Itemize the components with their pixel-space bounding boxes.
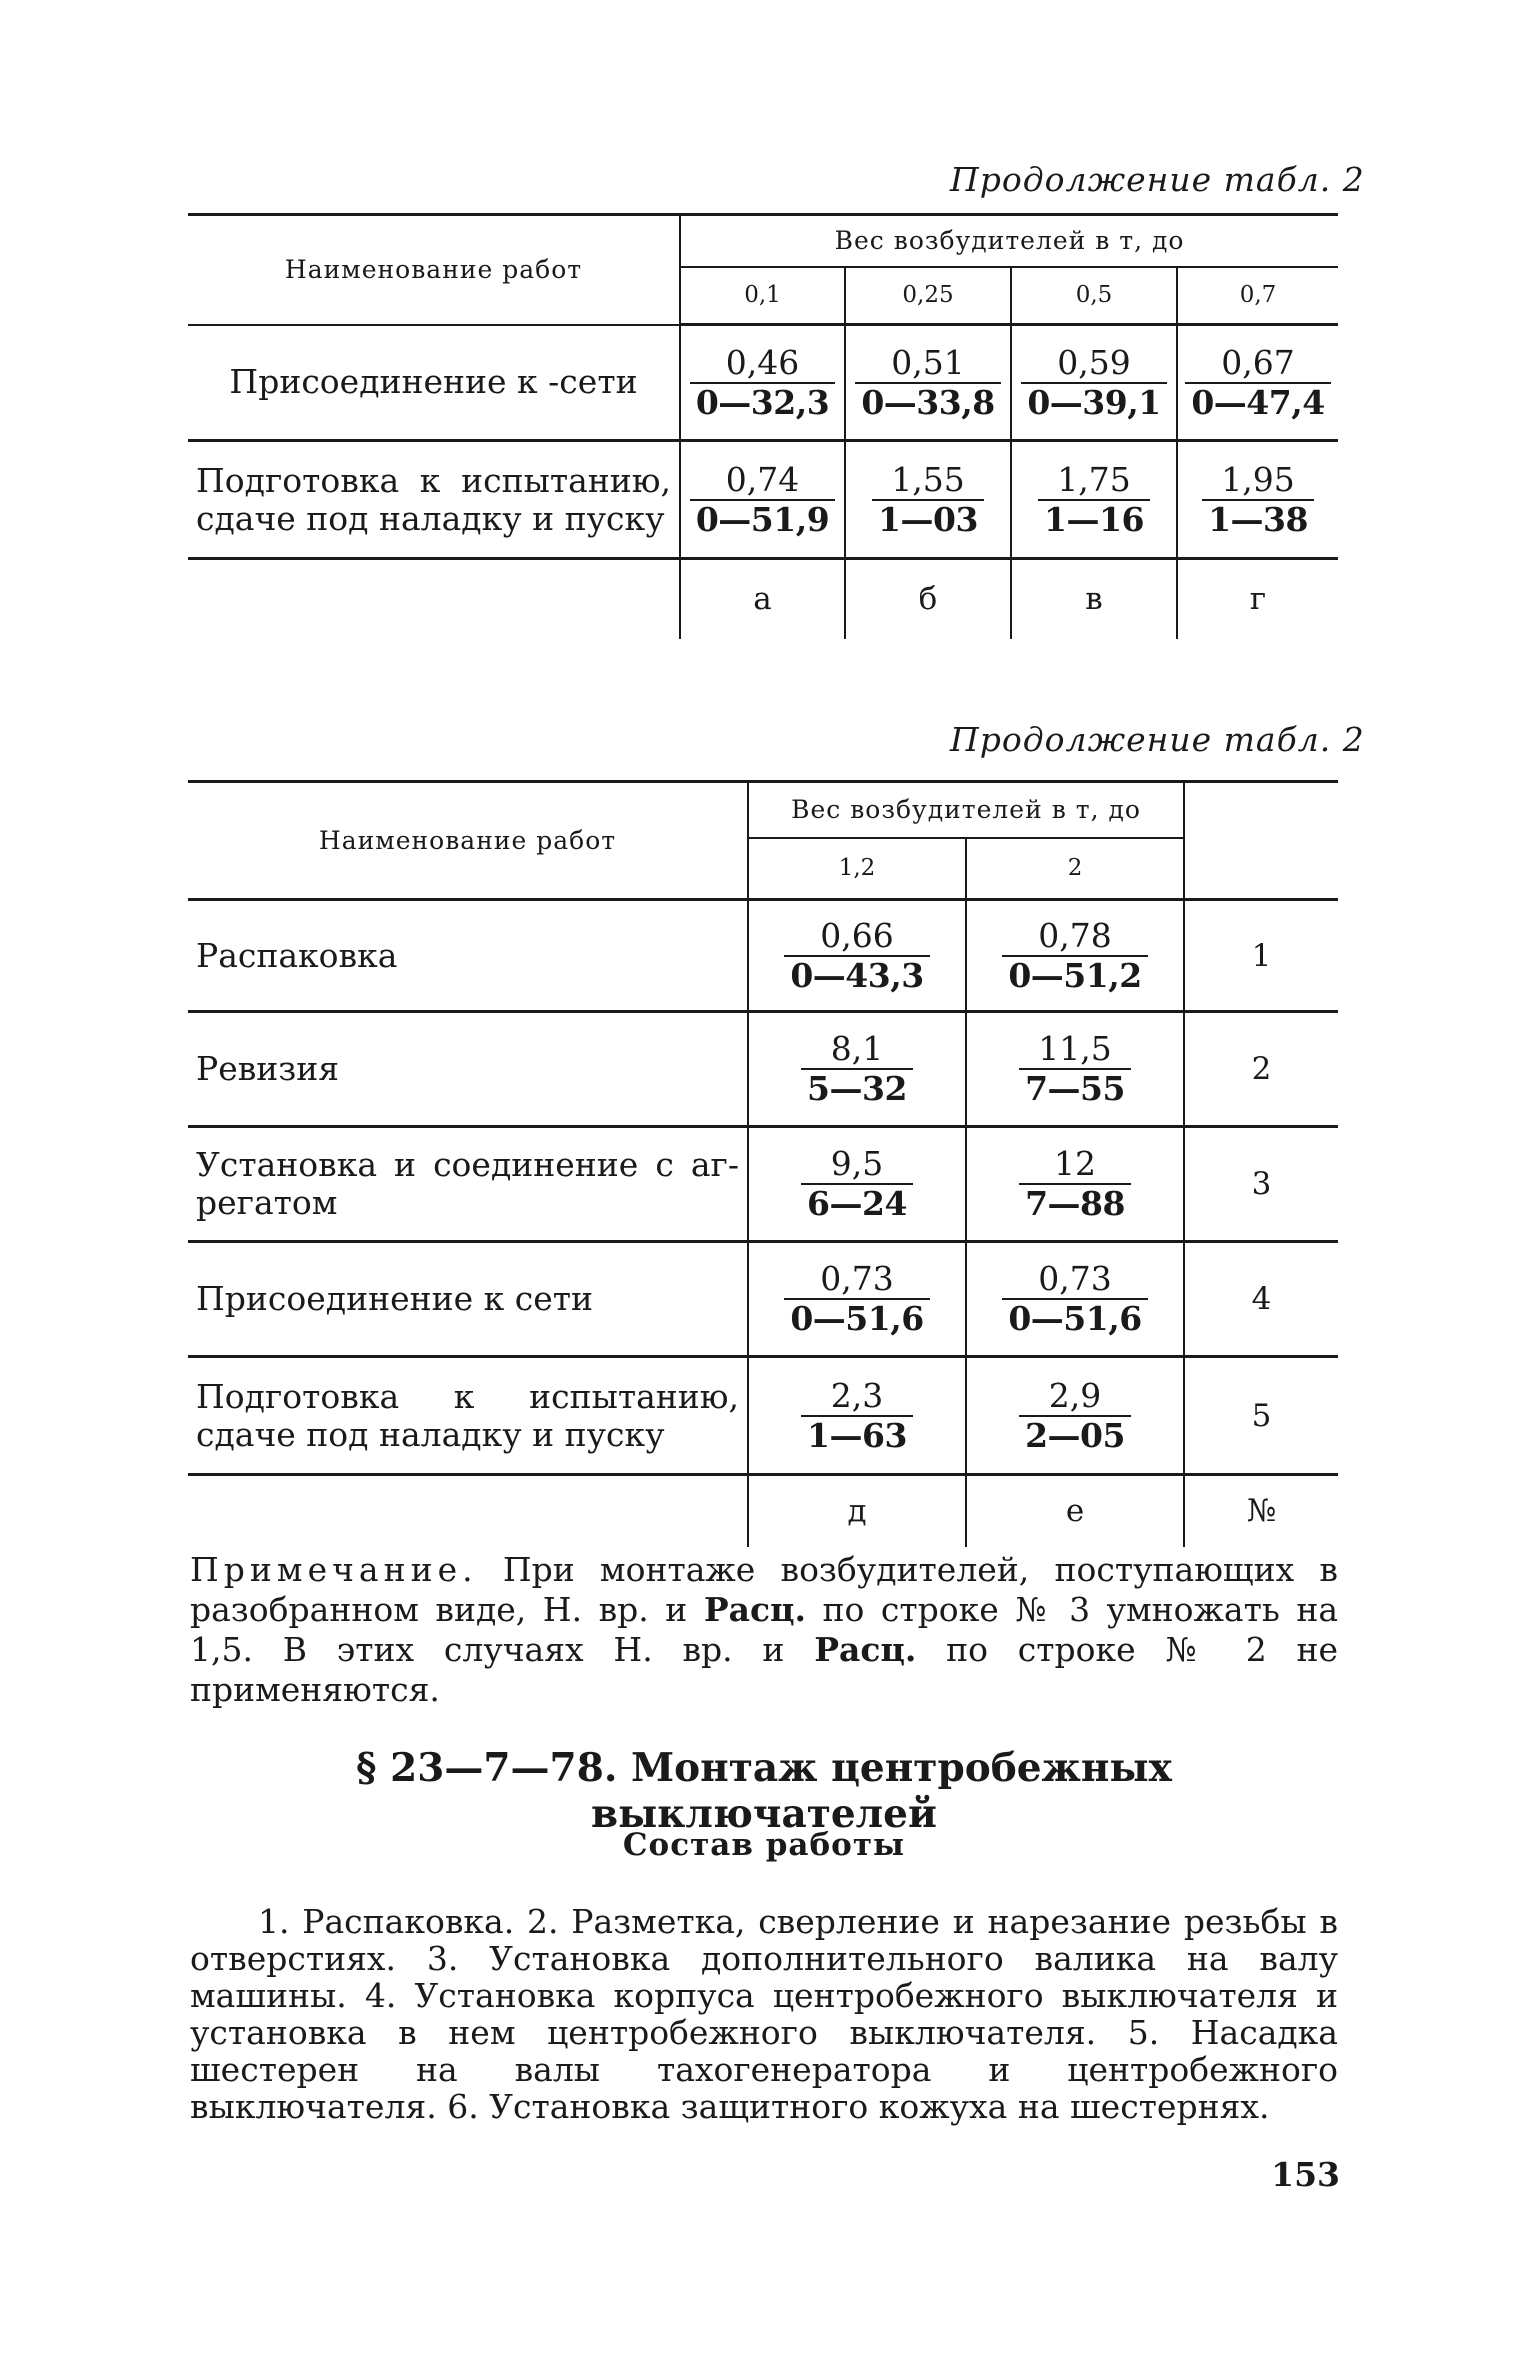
table-row [188,1127,1338,1242]
table-a-col-header: 0,1 [680,267,845,325]
norm-time: 1,75 [1057,459,1131,499]
column-letter: а [680,559,845,639]
row-name: Ревизия [196,1049,340,1088]
norm-time: 0,46 [725,342,800,382]
rate: 2—05 [1019,1415,1131,1455]
table-row [188,325,1338,441]
row-name: Присоединение к -сети [188,325,680,441]
table-row [188,1012,1338,1127]
table-row [188,1242,1338,1357]
table-a-col-header: 0,7 [1177,267,1338,325]
note-rate-term: Расц. [703,1590,806,1629]
row-name-line: сдаче под наладку и пуску [196,498,665,538]
row-name: Распаковка [196,935,398,975]
rate: 1—03 [872,499,984,539]
norm-time: 0,51 [891,342,965,382]
row-number: 4 [1184,1242,1338,1357]
table-b [188,780,1338,1547]
row-number: 1 [1184,900,1338,1012]
norm-time: 0,73 [1038,1259,1112,1298]
row-name [188,1127,748,1242]
number-column-label: № [1246,1493,1277,1530]
section-subtitle: Состав работы [622,1827,906,1863]
row-name [188,1357,748,1475]
note-text: по строке № 3 умножать на 1,5. В этих случаях Н. вр. и [190,1590,1338,1669]
norm-time: 12 [1054,1144,1096,1183]
table-letter-row [188,559,1338,639]
row-name-line: Подготовка к испытанию, [196,1376,739,1416]
table-a [188,213,1338,639]
rate: 0—33,8 [855,382,1000,422]
work-composition-text: 1. Распаковка. 2. Разметка, сверление и нарезание резьбы в отверстиях. 3. Установка дополнительного валика на валу машины. 4. Установка корпуса центробежного выключателя и установка в нем центробежного выключателя. 5. Насадка шестерен на валы тахогенератора и центробежного выключателя. 6. Установка защитного кожуха на шестернях. [190,1902,1338,2126]
value-fraction [784,917,929,995]
rate: 1—16 [1038,499,1150,539]
norm-time: 9,5 [830,1144,884,1183]
column-letter: в [1011,559,1177,639]
value-fraction [872,461,984,539]
rate: 0—32,3 [690,382,835,422]
page-number: 153 [1271,2155,1340,2194]
rate: 7—88 [1019,1183,1131,1223]
rate: 0—51,6 [784,1298,929,1338]
note-label: Примечание. [190,1550,478,1589]
row-name-line: сдаче под наладку и пуску [196,1414,665,1454]
value-fraction [1038,461,1150,539]
rate: 1—63 [801,1415,913,1455]
norm-time: 0,66 [820,915,894,955]
row-number: 5 [1184,1357,1338,1475]
value-fraction [1021,344,1166,422]
rate: 1—38 [1202,499,1314,539]
section-title: § 23—7—78. Монтаж центробежных выключателей [356,1745,1172,1837]
norm-time: 1,55 [891,459,965,499]
rate: 7—55 [1019,1068,1131,1108]
table-row [188,1357,1338,1475]
table-letter-row [188,1475,1338,1547]
norm-time: 0,59 [1057,342,1131,382]
rate: 6—24 [801,1183,913,1223]
norm-time: 0,78 [1038,915,1112,955]
norm-time: 1,95 [1221,459,1295,499]
table-b-name-header: Наименование работ [188,782,748,900]
table-a-col-header: 0,5 [1011,267,1177,325]
table-row [188,441,1338,559]
value-fraction [1202,461,1314,539]
table-a-name-header: Наименование работ [188,215,680,325]
norm-time: 2,9 [1048,1375,1102,1415]
row-name [188,441,680,559]
value-fraction [1019,1030,1131,1108]
table-note [190,1550,1338,1710]
row-name-line: регатом [196,1183,338,1222]
value-fraction [690,344,835,422]
table-b-col-header: 2 [966,838,1184,900]
row-number: 2 [1184,1012,1338,1127]
note-text: При монтаже возбудителей, поступающих в разобранном виде, Н. вр. и [190,1550,1338,1629]
norm-time: 11,5 [1038,1029,1112,1068]
row-name: Присоединение к сети [196,1279,593,1318]
value-fraction [855,344,1000,422]
table-b-weight-header: Вес возбудителей в т, до [748,782,1184,838]
column-letter: е [966,1475,1184,1547]
table-row [188,900,1338,1012]
rate: 0—39,1 [1021,382,1166,422]
row-number: 3 [1184,1127,1338,1242]
value-fraction [1185,344,1330,422]
row-name-line: Установка и соединение с аг- [196,1145,739,1184]
note-rate-term: Расц. [814,1630,917,1669]
column-letter: д [748,1475,966,1547]
rate: 0—51,9 [690,499,835,539]
rate: 0—51,2 [1002,955,1147,995]
table-a-weight-header: Вес возбудителей в т, до [680,215,1338,267]
norm-time: 2,3 [830,1375,884,1415]
table-a-col-header: 0,25 [845,267,1011,325]
table-b-col-header: 1,2 [748,838,966,900]
norm-time: 0,67 [1221,342,1295,382]
column-letter: г [1249,581,1267,618]
norm-time: 8,1 [830,1029,884,1068]
rate: 5—32 [801,1068,913,1108]
value-fraction [784,1260,929,1338]
norm-time: 0,73 [820,1259,894,1298]
column-letter: б [845,559,1011,639]
value-fraction [801,1030,913,1108]
rate: 0—51,6 [1002,1298,1147,1338]
table-b-continuation-label: Продолжение табл. 2 [950,720,1365,759]
rate: 0—43,3 [784,955,929,995]
table-a-continuation-label: Продолжение табл. 2 [950,160,1365,199]
rate: 0—47,4 [1185,382,1330,422]
note-text: по строке № 2 не применяются. [190,1630,1338,1709]
value-fraction [1002,917,1147,995]
row-name-line: Подготовка к испытанию, [196,460,671,500]
value-fraction [1019,1377,1131,1455]
value-fraction [801,1377,913,1455]
value-fraction [1002,1260,1147,1338]
value-fraction [690,461,835,539]
value-fraction [1019,1145,1131,1223]
norm-time: 0,74 [725,459,800,499]
value-fraction [801,1145,913,1223]
